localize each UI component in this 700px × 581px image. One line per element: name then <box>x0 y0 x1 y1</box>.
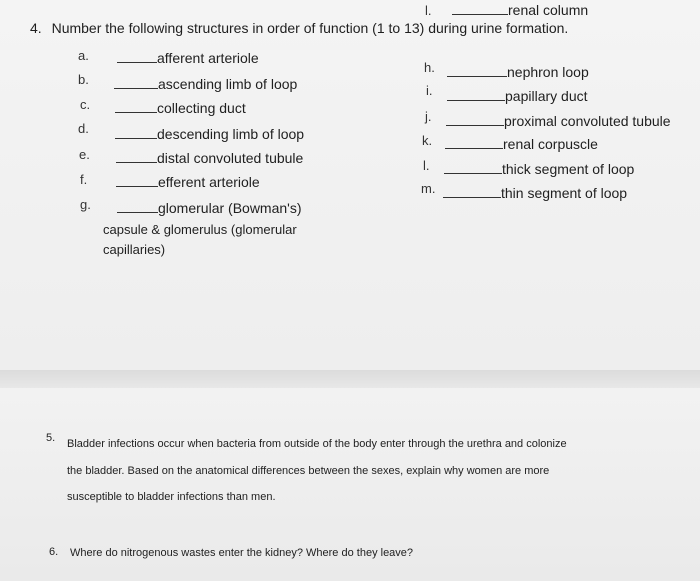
item-letter: a. <box>78 48 89 63</box>
item-letter: l. <box>425 3 432 18</box>
item-letter: g. <box>80 197 91 212</box>
question-number: 5. <box>46 432 56 444</box>
structure-label: descending limb of loop <box>157 126 305 142</box>
structure-label-continuation: capillaries) <box>103 242 166 257</box>
question-5-line: Bladder infections occur when bacteria from outside of the body enter through the urethra and colonize <box>67 438 567 450</box>
question-5-line: the bladder. Based on the anatomical differences between the sexes, explain why women are more <box>67 465 550 477</box>
question-4 <box>30 20 568 36</box>
item-letter: j. <box>425 109 432 124</box>
answer-blank[interactable] <box>117 202 158 213</box>
item-letter: l. <box>423 158 430 173</box>
structure-label: thick segment of loop <box>502 161 635 177</box>
list-item-d <box>115 126 304 144</box>
answer-blank[interactable] <box>115 102 157 113</box>
list-item-l <box>444 161 634 179</box>
item-letter: d. <box>78 121 89 136</box>
item-letter: b. <box>78 72 89 87</box>
list-item-k <box>445 136 598 154</box>
answer-blank[interactable] <box>114 78 158 89</box>
list-item-h <box>447 64 589 82</box>
answer-blank[interactable] <box>447 90 505 101</box>
answer-blank[interactable] <box>446 115 504 126</box>
answer-blank[interactable] <box>115 128 157 139</box>
answer-blank[interactable] <box>116 176 158 187</box>
answer-blank[interactable] <box>452 4 508 15</box>
structure-label-continuation: capsule & glomerulus (glomerular <box>103 222 297 237</box>
item-letter: e. <box>79 147 90 162</box>
answer-blank[interactable] <box>117 52 157 63</box>
structure-label: proximal convoluted tubule <box>504 113 671 129</box>
structure-label: papillary duct <box>505 88 588 104</box>
item-letter: k. <box>422 133 433 148</box>
question-prompt: Number the following structures in order of function (1 to 13) during urine formation. <box>51 20 569 36</box>
item-letter: i. <box>426 83 433 98</box>
item-letter: h. <box>424 60 435 75</box>
question-5-line: susceptible to bladder infections than men. <box>67 491 276 503</box>
item-letter: m. <box>421 181 436 196</box>
structure-label: nephron loop <box>507 64 589 80</box>
structure-label: collecting duct <box>157 100 246 116</box>
list-item-j <box>446 113 671 131</box>
structure-label: afferent arteriole <box>157 50 259 66</box>
item-letter: c. <box>80 97 91 112</box>
question-number: 4. <box>30 20 42 36</box>
list-item-b <box>114 76 297 94</box>
structure-label: ascending limb of loop <box>158 76 298 92</box>
question-6-text: Where do nitrogenous wastes enter the kidney? Where do they leave? <box>70 547 414 559</box>
structure-label: glomerular (Bowman's) <box>158 200 302 216</box>
list-item-a <box>117 50 259 68</box>
structure-label: thin segment of loop <box>501 185 628 201</box>
list-item-i <box>447 88 588 106</box>
answer-row <box>452 2 588 20</box>
list-item-m <box>443 185 627 203</box>
structure-label: renal corpuscle <box>503 136 598 152</box>
structure-label: distal convoluted tubule <box>157 150 304 166</box>
structure-label: renal column <box>508 2 589 18</box>
question-number: 6. <box>49 546 59 558</box>
item-letter: f. <box>80 172 88 187</box>
list-item-f <box>116 174 260 192</box>
list-item-g <box>117 200 302 218</box>
structure-label: efferent arteriole <box>158 174 260 190</box>
answer-blank[interactable] <box>445 138 503 149</box>
list-item-e <box>116 150 303 168</box>
list-item-c <box>115 100 246 118</box>
page-divider <box>0 370 700 390</box>
answer-blank[interactable] <box>444 163 502 174</box>
answer-blank[interactable] <box>443 187 501 198</box>
answer-blank[interactable] <box>447 66 507 77</box>
answer-blank[interactable] <box>116 152 157 163</box>
